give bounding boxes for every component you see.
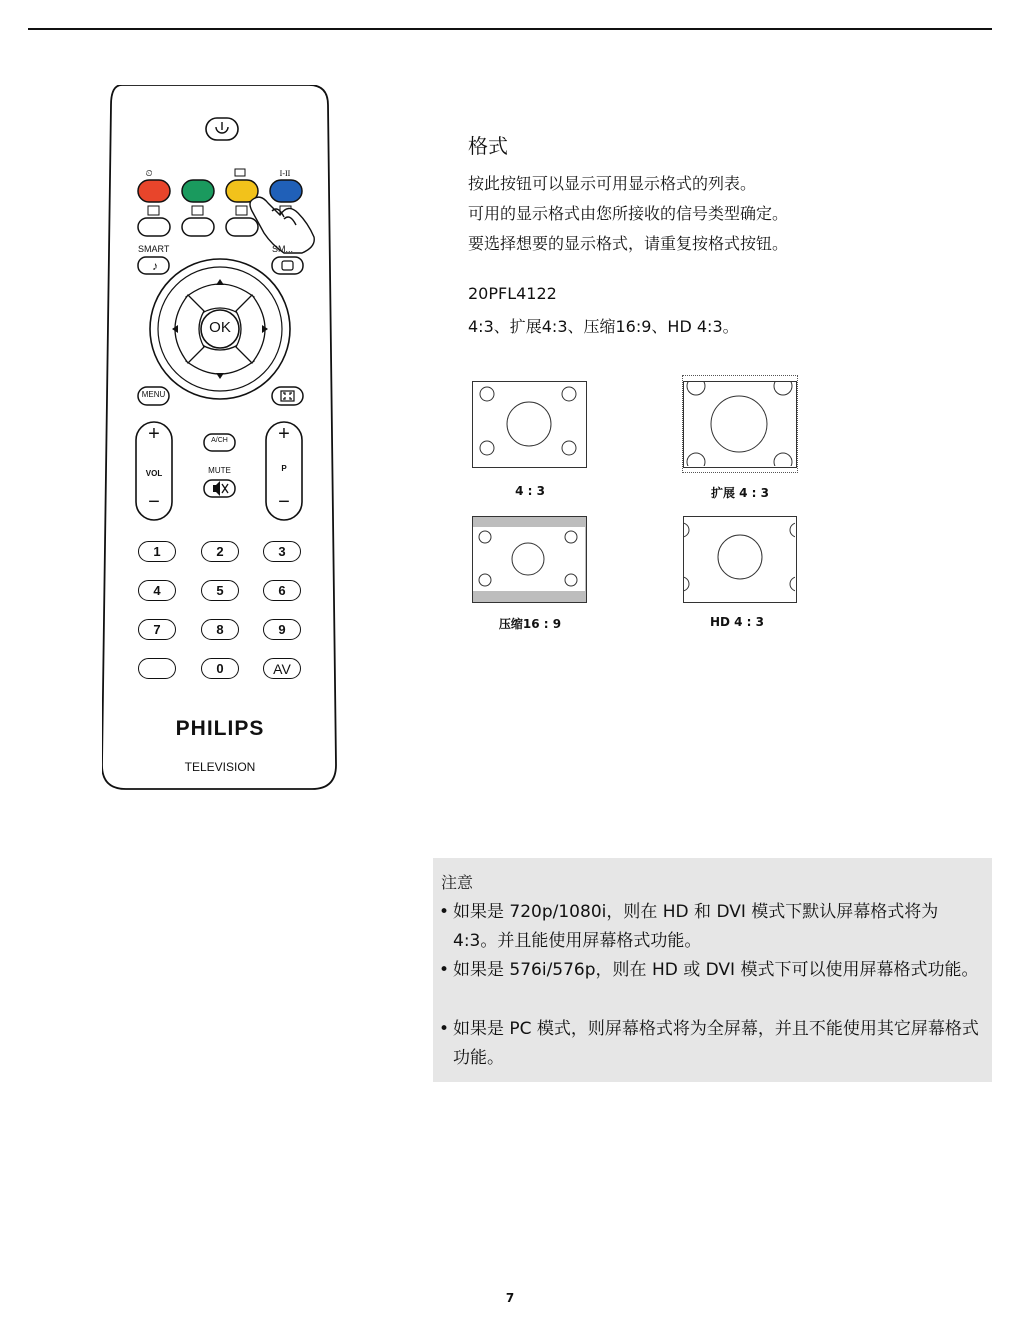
digit-5: 5	[201, 580, 239, 601]
note-box	[433, 858, 992, 1082]
bullet: •	[439, 902, 450, 922]
brand-logo: PHILIPS	[175, 717, 265, 740]
bullet: •	[439, 1019, 450, 1039]
vol-label: VOL	[145, 469, 163, 478]
format-button	[272, 387, 303, 405]
bullet: •	[439, 960, 450, 980]
format-diagram-compress	[472, 516, 587, 603]
smart-picture-button	[272, 257, 303, 274]
formats-list: 4:3、扩展4:3、压缩16:9、HD 4:3。	[468, 317, 739, 336]
format-diagram-4-3	[472, 381, 587, 468]
timer-icon: ⏲	[145, 168, 153, 178]
note-title: 注意	[441, 873, 474, 892]
digit-3: 3	[263, 541, 301, 562]
digit-9: 9	[263, 619, 301, 640]
description-line: 按此按钮可以显示可用显示格式的列表。	[468, 174, 757, 193]
note-text: 如果是 PC 模式，则屏幕格式将为全屏幕，并且不能使用其它屏幕格式功能。	[453, 1019, 979, 1068]
format-diagram-expand	[683, 381, 797, 468]
description-line: 要选择想要的显示格式，请重复按格式按钮。	[468, 234, 789, 253]
format-caption: HD 4 : 3	[709, 615, 765, 629]
note-item	[439, 898, 979, 956]
vol-minus: −	[148, 491, 160, 513]
digit-0: 0	[201, 658, 239, 679]
p-plus: +	[278, 423, 290, 445]
smart-left-label: SMART	[138, 244, 170, 254]
vol-plus: +	[148, 423, 160, 445]
note-text: 如果是 720p/1080i，则在 HD 和 DVI 模式下默认屏幕格式将为4:3。并且能使用屏幕格式功能。	[453, 902, 939, 951]
music-note-icon: ♪	[152, 259, 158, 273]
dual-icon: I-II	[279, 169, 291, 178]
digit-4: 4	[138, 580, 176, 601]
green-button	[182, 180, 214, 202]
format-caption: 扩展 4 : 3	[710, 486, 770, 500]
section-title: 格式	[468, 134, 508, 158]
info-button	[138, 658, 176, 679]
p-minus: −	[278, 491, 290, 513]
digit-2: 2	[201, 541, 239, 562]
smart-right-label: SM...	[272, 244, 294, 254]
digit-1: 1	[138, 541, 176, 562]
ok-label: OK	[209, 319, 231, 336]
p-label: P	[281, 464, 287, 473]
red-button	[138, 180, 170, 202]
av-button: AV	[263, 658, 301, 679]
ach-label: A/CH	[211, 437, 228, 444]
note-item	[439, 1015, 979, 1073]
format-diagram-hd	[683, 516, 797, 603]
model-number: 20PFL4122	[468, 284, 557, 303]
blue-button	[270, 180, 302, 202]
mute-label: MUTE	[208, 466, 231, 475]
note-text: 如果是 576i/576p，则在 HD 或 DVI 模式下可以使用屏幕格式功能。	[453, 960, 979, 980]
remote-control-illustration	[102, 85, 338, 790]
format-caption: 压缩16 : 9	[498, 617, 562, 631]
digit-6: 6	[263, 580, 301, 601]
page-number: 7	[505, 1291, 515, 1305]
note-item	[439, 956, 979, 985]
format-caption: 4 : 3	[515, 484, 545, 498]
description	[468, 169, 788, 259]
digit-7: 7	[138, 619, 176, 640]
brand-subtitle: TELEVISION	[184, 760, 256, 774]
top-rule	[28, 28, 992, 30]
description-line: 可用的显示格式由您所接收的信号类型确定。	[468, 204, 789, 223]
menu-label: MENU	[141, 390, 166, 399]
digit-8: 8	[201, 619, 239, 640]
